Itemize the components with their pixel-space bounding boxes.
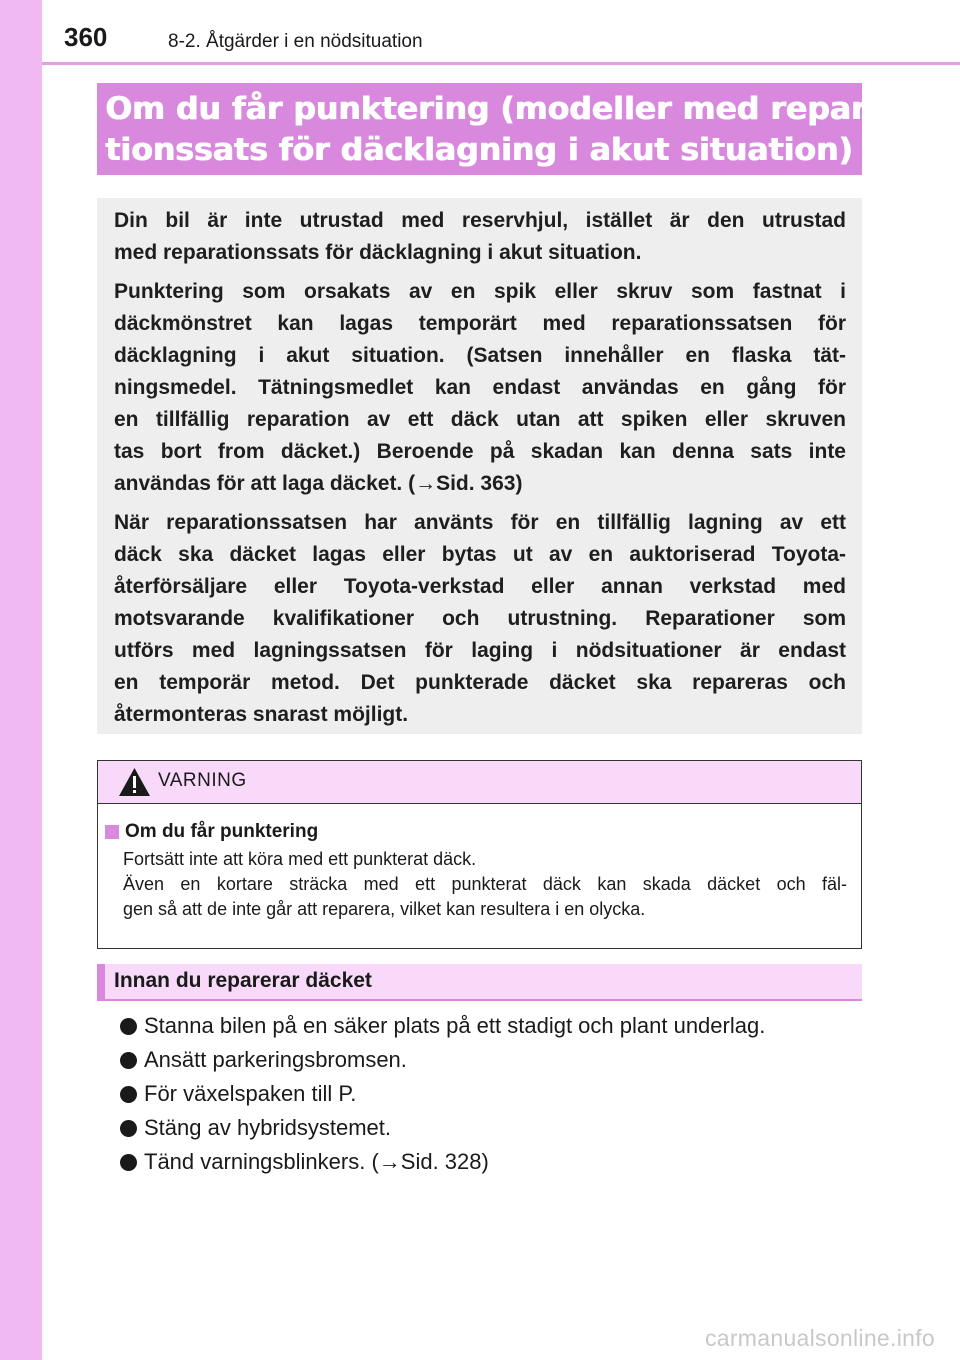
bullet-icon: [120, 1154, 137, 1171]
intro-line: däck ska däcket lagas eller bytas ut av en auktoriserad Toyota-: [114, 543, 846, 566]
warning-header: [98, 761, 861, 804]
list-item: [120, 1145, 765, 1179]
warning-line: gen så att de inte går att reparera, vilket kan resultera i en olycka.: [123, 899, 646, 919]
warning-label: VARNING: [158, 770, 247, 791]
title-banner: [97, 83, 901, 175]
list-item: [120, 1111, 765, 1145]
warning-text: [123, 847, 847, 922]
square-bullet-icon: [105, 825, 119, 839]
subheading-accent: [97, 964, 105, 999]
intro-line: Din bil är inte utrustad med reservhjul, istället är den utrustad: [114, 209, 846, 232]
warning-line: Även en kortare sträcka med ett punkterat däck kan skada däcket och fäl-: [123, 874, 847, 894]
intro-line: ningsmedel. Tätningsmedlet kan endast användas en gång för: [114, 376, 846, 399]
list-item: [120, 1077, 765, 1111]
header-divider: [42, 62, 960, 65]
warning-body: [98, 804, 861, 922]
bullet-icon: [120, 1086, 137, 1103]
list-item: [120, 1009, 765, 1043]
bullet-icon: [120, 1018, 137, 1035]
intro-line: återförsäljare eller Toyota-verkstad eller annan verkstad med: [114, 575, 846, 598]
step-text: Ansätt parkeringsbromsen.: [144, 1047, 407, 1072]
watermark: carmanualsonline.info: [704, 1325, 935, 1351]
side-strip: [0, 0, 42, 1360]
step-text: Stanna bilen på en säker plats på ett stadigt och plant underlag.: [144, 1013, 766, 1038]
bullet-icon: [120, 1052, 137, 1069]
intro-line: däcklagning i akut situation. (Satsen innehåller en flaska tät-: [114, 344, 846, 367]
step-text: Tänd varningsblinkers. (→Sid. 328): [144, 1149, 489, 1174]
intro-line: en temporär metod. Det punkterade däcket ska repareras och: [114, 671, 846, 694]
warning-heading: [105, 821, 847, 843]
intro-line: en tillfällig reparation av ett däck utan att spiken eller skruven: [114, 408, 846, 431]
warning-box: [97, 760, 862, 949]
intro-line: användas för att laga däcket. (→Sid. 363): [114, 472, 523, 495]
page-number: 360: [64, 22, 108, 52]
list-item: [120, 1043, 765, 1077]
intro-line: motsvarande kvalifikationer och utrustning. Reparationer som: [114, 607, 846, 630]
subheading-bar: [97, 964, 862, 1001]
intro-paragraph-3: [114, 507, 846, 731]
steps-list: [120, 1009, 765, 1179]
subheading-text: Innan du reparerar däcket: [114, 969, 372, 992]
intro-line: Punktering som orsakats av en spik eller skruv som fastnat i: [114, 280, 846, 303]
section-path: 8-2. Åtgärder i en nödsituation: [168, 31, 423, 52]
intro-line: När reparationssatsen har använts för en tillfällig lagning av ett: [114, 511, 846, 534]
intro-paragraph-2: [114, 276, 846, 500]
intro-line: däckmönstret kan lagas temporärt med reparationssatsen för: [114, 312, 846, 335]
intro-line: tas bort from däcket.) Beroende på skadan kan denna sats inte: [114, 440, 846, 463]
step-text: Stäng av hybridsystemet.: [144, 1115, 392, 1140]
intro-line: återmonteras snarast möjligt.: [114, 703, 409, 726]
title-line-2: tionssats för däcklagning i akut situation): [105, 132, 853, 168]
intro-paragraph-1: [114, 205, 846, 269]
warning-heading-text: Om du får punktering: [125, 821, 319, 842]
warning-line: Fortsätt inte att köra med ett punkterat däck.: [123, 849, 477, 869]
intro-line: utförs med lagningssatsen för laging i nödsituationer är endast: [114, 639, 846, 662]
warning-triangle-icon: [118, 767, 151, 797]
intro-box: [97, 198, 862, 734]
intro-line: med reparationssats för däcklagning i akut situation.: [114, 241, 642, 264]
title-line-1: Om du får punktering (modeller med repara-: [105, 91, 901, 127]
bullet-icon: [120, 1120, 137, 1137]
step-text: För växelspaken till P.: [144, 1081, 357, 1106]
